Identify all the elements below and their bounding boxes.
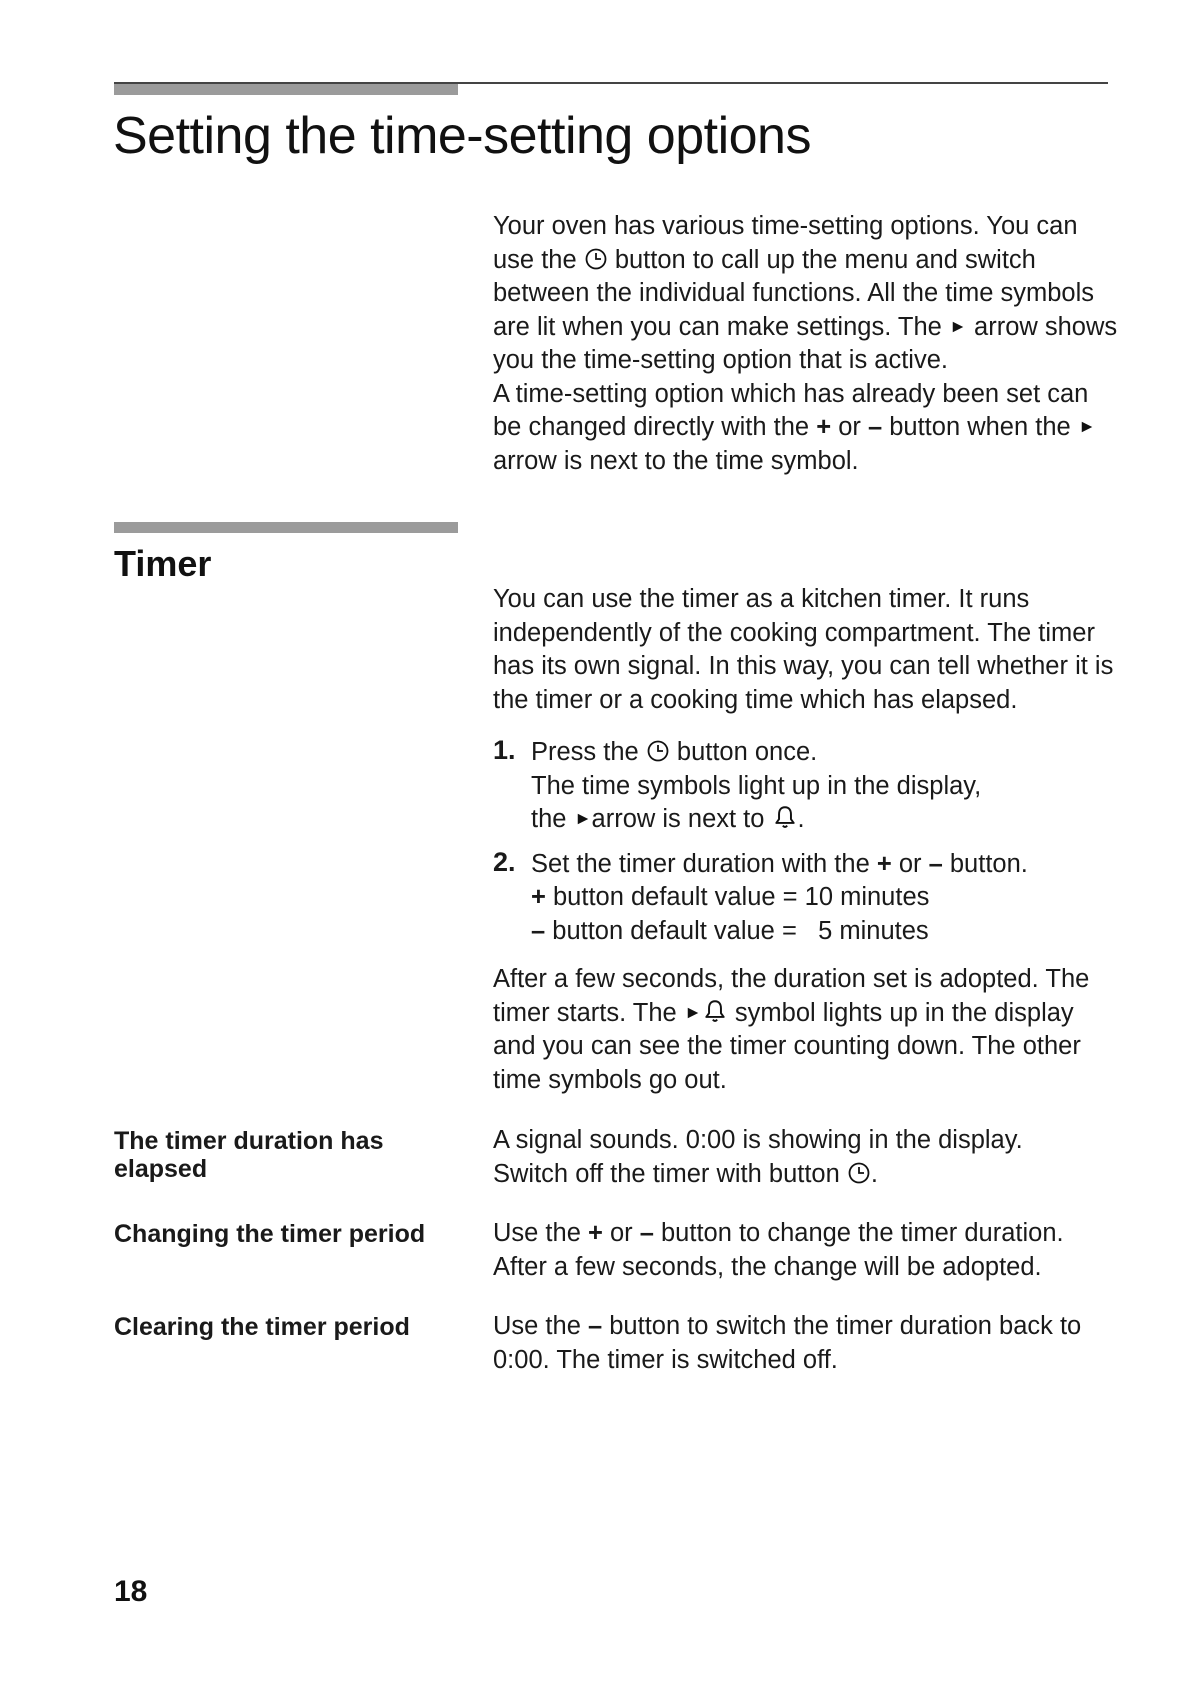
page-title: Setting the time-setting options: [113, 107, 811, 165]
minus-symbol: –: [587, 1312, 603, 1340]
plus-symbol: +: [816, 413, 832, 441]
clock-icon: [847, 1161, 871, 1185]
changing-text: Use the + or – button to change the timer duration. After a few seconds, the change will be adopted.: [493, 1219, 1064, 1281]
timer-section-rule: [114, 522, 458, 533]
step-number: 2.: [493, 846, 516, 877]
timer-after-paragraph: After a few seconds, the duration set is adopted. The timer starts. The symbol lights up in the display and you can see the timer counting down. The other time symbols go out.: [493, 965, 1090, 1094]
elapsed-text: A signal sounds. 0:00 is showing in the display. Switch off the timer with button .: [493, 1126, 1023, 1188]
minus-symbol: –: [867, 413, 883, 441]
arrow-icon: [684, 1003, 702, 1023]
intro-paragraph: Your oven has various time-setting options. You can use the button to call up the menu and switch between the individual functions. All the time symbols are lit when you can make settings. The arrow shows you the time-setting option that is active. A time-setting option which has already been set can be changed directly with the + or – button when the arrow is next to the time symbol.: [493, 212, 1118, 475]
header-rule-thick: [114, 83, 458, 95]
plus-symbol: +: [587, 1219, 603, 1247]
arrow-icon: [949, 317, 967, 337]
elapsed-label: The timer duration has elapsed: [114, 1127, 384, 1183]
step-2: 2. Set the timer duration with the + or – button. + button default value = 10 minutes – button default value = 5 minutes: [493, 846, 1028, 945]
plus-symbol: +: [876, 849, 892, 878]
step-1: 1. Press the button once. The time symbols light up in the display, the arrow is next to .: [493, 735, 982, 833]
minus-symbol: –: [531, 916, 546, 945]
clock-icon: [584, 247, 608, 271]
plus-symbol: +: [531, 883, 546, 911]
timer-intro: You can use the timer as a kitchen timer. It runs independently of the cooking compartment. The timer has its own signal. In this way, you can tell whether it is the timer or a cooking time which has elapsed.: [493, 585, 1114, 714]
page-number: 18: [114, 1575, 148, 1608]
clearing-label: Clearing the timer period: [114, 1313, 410, 1341]
arrow-icon: [1078, 417, 1096, 437]
bell-icon: [702, 998, 728, 1024]
clearing-text: Use the – button to switch the timer duration back to 0:00. The timer is switched off.: [493, 1312, 1082, 1374]
clock-icon: [646, 739, 670, 763]
minus-symbol: –: [928, 849, 943, 878]
step-number: 1.: [493, 735, 516, 765]
arrow-icon: [574, 809, 592, 829]
header-rule-thin: [114, 82, 1108, 84]
bell-icon: [772, 804, 798, 830]
minus-symbol: –: [639, 1219, 654, 1247]
timer-section-body: [493, 583, 1123, 1097]
changing-label: Changing the timer period: [114, 1220, 426, 1248]
timer-heading: Timer: [114, 543, 212, 584]
